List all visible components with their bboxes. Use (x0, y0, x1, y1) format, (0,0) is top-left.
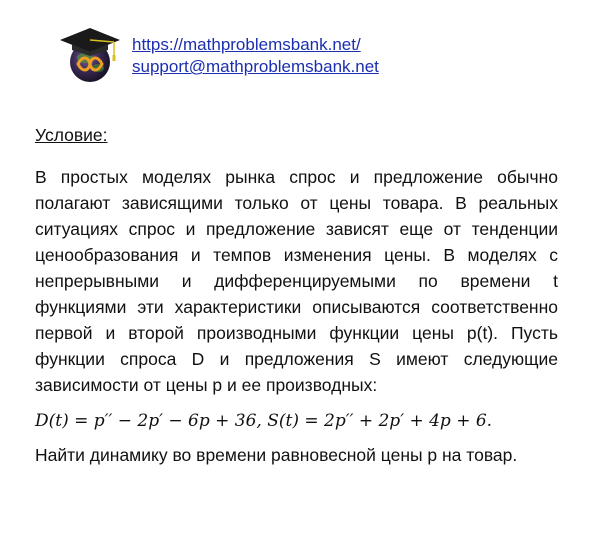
task-text: Найти динамику во времени равновесной цены p на товар. (35, 445, 518, 465)
site-url-link[interactable]: https://mathproblemsbank.net/ (132, 35, 361, 54)
support-email-link[interactable]: support@mathproblemsbank.net (132, 57, 379, 76)
header-links (132, 34, 379, 78)
problem-paragraph: В простых моделях рынка спрос и предложение обычно полагают зависящими только от цены товара. В реальных ситуациях спрос и предложение зависят еще от тенденции ценообразования и темпов изменения цены. В моделях с непрерывными и дифференцируемыми по времени t функциями эти характеристики описываются соответственно первой и второй производными функции цены p(t). Пусть функции спроса D и предложения S имеют следующие зависимости от цены p и ее производных: (35, 167, 558, 395)
condition-heading: Условие: (35, 125, 108, 145)
graduation-cap-globe-icon (58, 22, 122, 86)
header (58, 22, 379, 86)
problem-content (35, 122, 558, 468)
formula: D(t) = p′′ − 2p′ − 6p + 36, S(t) = 2p′′ + 2p′ + 4p + 6. (35, 411, 493, 431)
